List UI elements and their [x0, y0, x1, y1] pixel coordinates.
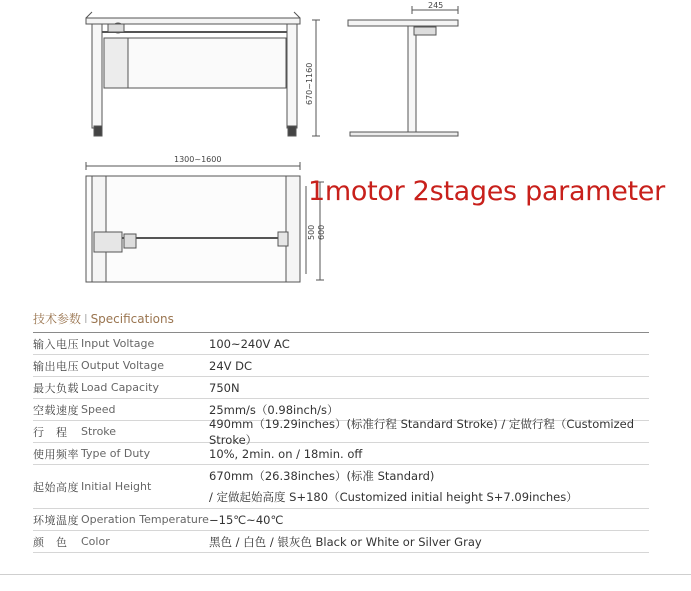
spec-row-output-voltage: [33, 355, 649, 377]
spec-en: Load Capacity: [81, 381, 159, 394]
spec-cn: 输入电压: [33, 337, 79, 351]
spec-cn: 环境温度: [33, 513, 79, 527]
spec-value: / 定做起始高度 S+180（Customized initial height S+7.09inches）: [209, 490, 578, 505]
spec-cn: 起始高度: [33, 480, 79, 494]
spec-table: [33, 333, 649, 553]
bottom-rule: [0, 574, 691, 575]
spec-heading: [33, 310, 174, 327]
dim-depth-a: 500: [307, 224, 316, 240]
spec-cn: 输出电压: [33, 359, 79, 373]
spec-en: Operation Temperature: [81, 513, 209, 526]
dim-depth-b: 600: [317, 224, 326, 240]
spec-value-group: [209, 465, 649, 508]
spec-value: 750N: [209, 380, 240, 395]
spec-value: 490mm（19.29inches）(标准行程 Standard Stroke) / 定做行程（Customized Stroke）: [209, 416, 635, 447]
spec-value: 25mm/s（0.98inch/s）: [209, 402, 339, 417]
spec-cn: 行 程: [33, 425, 68, 439]
spec-heading-en: Specifications: [90, 312, 174, 326]
spec-en: Initial Height: [81, 480, 152, 493]
spec-en: Speed: [81, 403, 116, 416]
spec-row-load-capacity: [33, 377, 649, 399]
spec-heading-cn: 技术参数: [33, 312, 82, 326]
spec-heading-sep: I: [84, 312, 88, 326]
spec-row-color: [33, 531, 649, 553]
spec-en: Output Voltage: [81, 359, 164, 372]
spec-row-initial-height: [33, 465, 649, 509]
spec-en: Type of Duty: [81, 447, 151, 460]
dim-top-depth: 245: [428, 1, 444, 10]
spec-en: Stroke: [81, 425, 117, 438]
spec-value: 670mm（26.38inches）(标准 Standard): [209, 468, 435, 483]
spec-value: 24V DC: [209, 358, 253, 373]
front-view: [86, 12, 320, 136]
dim-height: 670~1160: [305, 62, 314, 105]
spec-value: 100~240V AC: [209, 336, 290, 351]
spec-row-stroke: [33, 416, 649, 447]
side-view: [348, 6, 458, 136]
spec-value: 10%, 2min. on / 18min. off: [209, 446, 363, 461]
spec-value: 黑色 / 白色 / 银灰色 Black or White or Silver Gray: [209, 534, 482, 549]
spec-cn: 使用频率: [33, 447, 79, 461]
top-view: [86, 162, 324, 282]
overlay-title: 1motor 2stages parameter: [308, 176, 665, 207]
spec-en: Color: [81, 535, 110, 548]
spec-row-input-voltage: [33, 333, 649, 355]
spec-cn: 颜 色: [33, 535, 68, 549]
spec-cn: 最大负载: [33, 381, 79, 395]
spec-value: −15℃~40℃: [209, 512, 284, 527]
spec-en: Input Voltage: [81, 337, 155, 350]
spec-row-operation-temperature: [33, 509, 649, 531]
dim-width: 1300~1600: [174, 155, 222, 164]
spec-row-type-of-duty: [33, 443, 649, 465]
spec-cn: 空载速度: [33, 403, 79, 417]
